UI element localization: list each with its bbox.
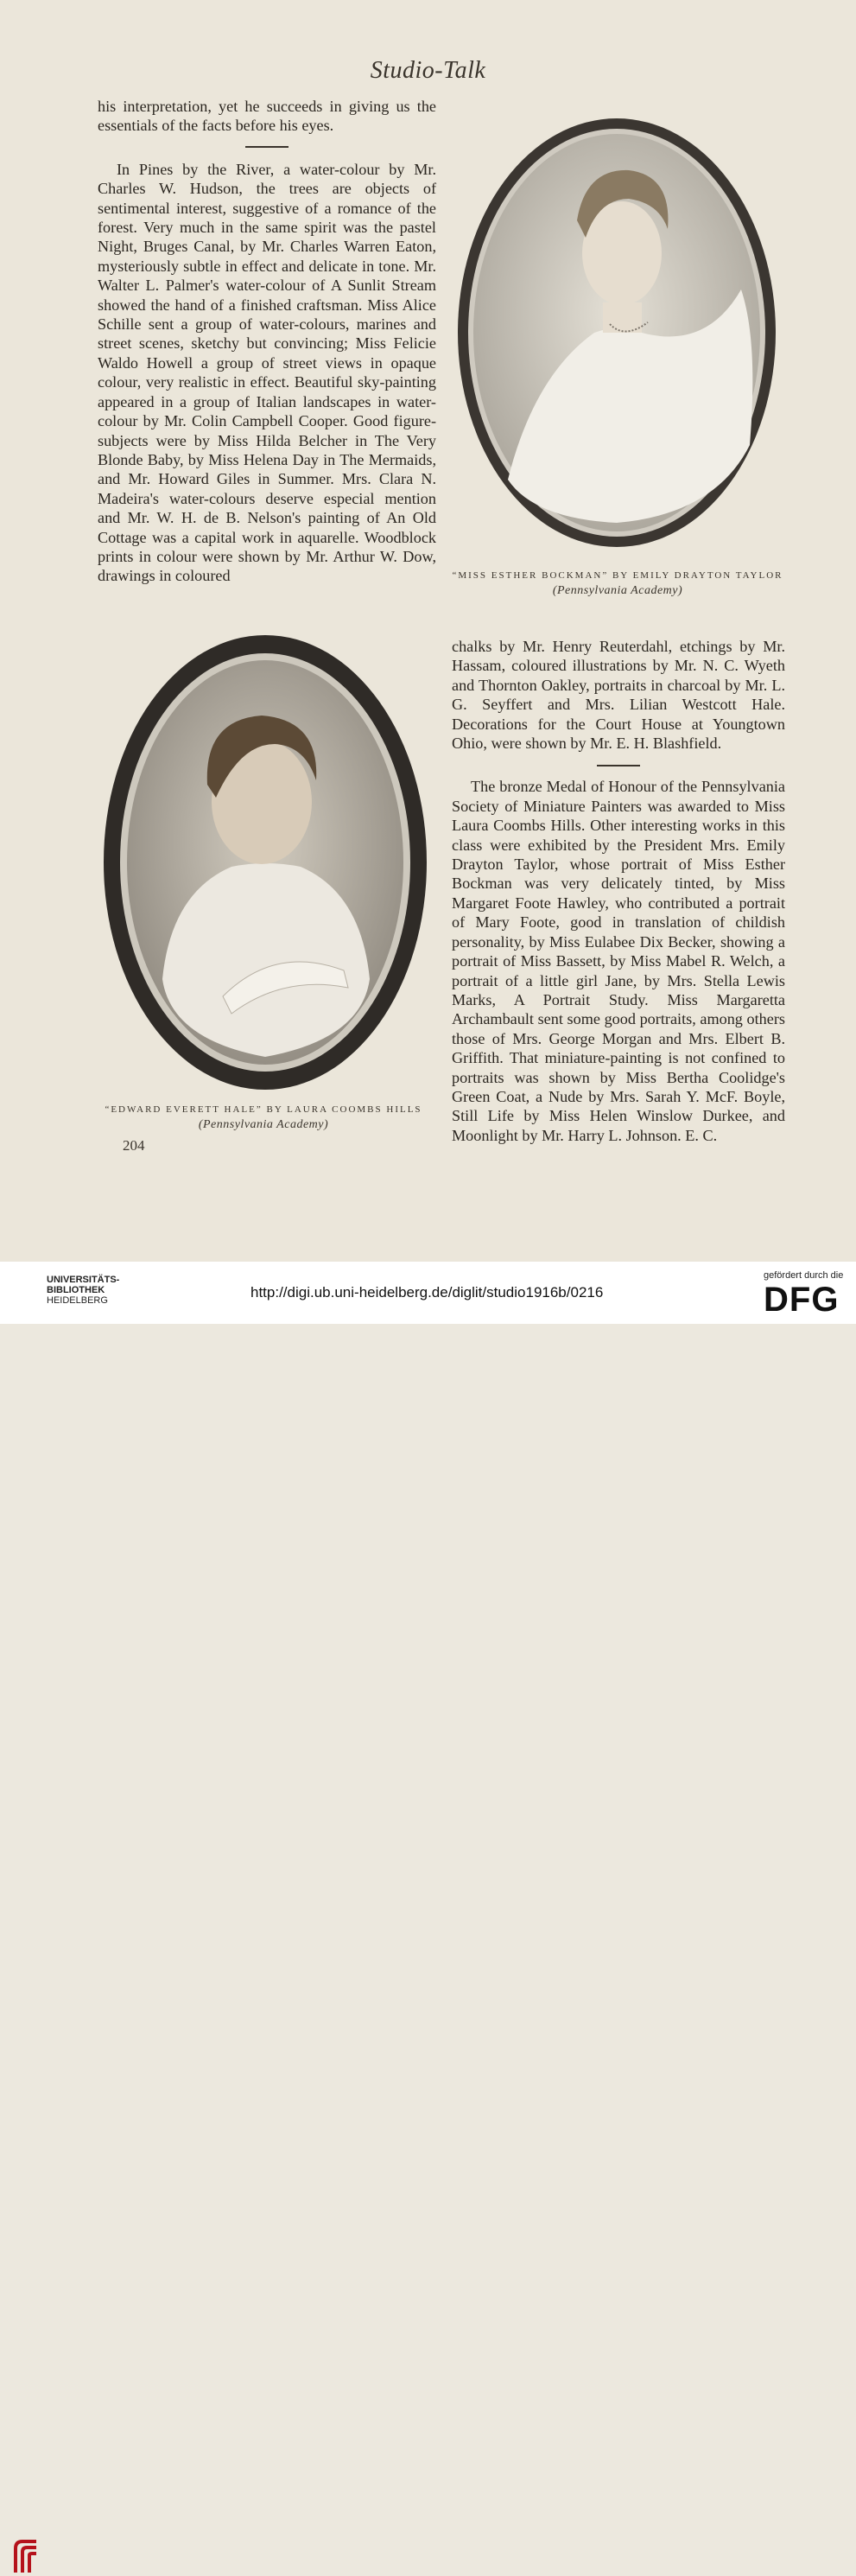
portrait-edward-everett-hale	[102, 633, 428, 1091]
figure-caption-bottom	[86, 1104, 441, 1132]
left-column	[98, 97, 436, 586]
figure-caption-top	[428, 570, 808, 598]
running-header: Studio-Talk	[370, 57, 486, 84]
caption-source: (Pennsylvania Academy)	[198, 1118, 329, 1131]
permalink[interactable]: http://digi.ub.uni-heidelberg.de/diglit/studio1916b/0216	[250, 1284, 604, 1301]
library-line: BIBLIOTHEK	[47, 1285, 105, 1295]
paragraph: The bronze Medal of Honour of the Pennsylvania Society of Miniature Painters was awarded to Miss Laura Coombs Hills. Other interesting works in this class were exhibited by the President Mrs. Emily Drayton Taylor, whose portrait of Miss Esther Bockman was very delicately tinted, by Miss Margaret Foote Hawley, who contributed a portrait of Mary Foote, good in translation of childish personality, by Miss Eulabee Dix Becker, showing a portrait of Miss Bassett, by Miss Mabel R. Welch, a portrait of a little girl Jane, by Mrs. Stella Lewis Marks, A Portrait Study. Miss Margaretta Archambault sent some good portraits, among others those of Mrs. George Morgan and Mrs. Elbert B. Griffith. That miniature-painting is not confined to portraits was shown by Miss Bertha Coolidge's Green Coat, a Nude by Mrs. Sarah Y. McF. Boyle, Still Life by Miss Helen Winslow Durkee, and Moonlight by Mr. Harry L. Johnson. E. C.	[452, 778, 785, 1144]
caption-source: (Pennsylvania Academy)	[552, 584, 683, 597]
page-number: 204	[123, 1137, 145, 1154]
dfg-logo: DFG	[764, 1281, 840, 1319]
paragraph: chalks by Mr. Henry Reuterdahl, etchings by Mr. Hassam, coloured illustrations by Mr. N. C. Wyeth and Thornton Oakley, portraits in charcoal by Mr. L. G. Seyffert and Mrs. Lilian Westcott Hale. Decorations for the Court House at Youngtown Ohio, were shown by Mr. E. H. Blashfield.	[452, 638, 785, 753]
funding-label: gefördert durch die	[764, 1270, 844, 1281]
library-name	[47, 1275, 119, 1306]
footer-bar	[0, 1262, 856, 1324]
caption-title: “EDWARD EVERETT HALE” BY LAURA COOMBS HILLS	[105, 1104, 422, 1115]
portrait-esther-bockman	[456, 117, 777, 549]
university-library-logo-icon	[10, 2538, 41, 2576]
library-line: HEIDELBERG	[47, 1295, 108, 1306]
caption-title: “MISS ESTHER BOCKMAN” BY EMILY DRAYTON TAYLOR	[452, 570, 783, 581]
library-line: UNIVERSITÄTS-	[47, 1275, 120, 1285]
paragraph: his interpretation, yet he succeeds in giving us the essentials of the facts before his eyes.	[98, 98, 436, 135]
right-column	[452, 637, 785, 1145]
paragraph: In Pines by the River, a water-colour by Mr. Charles W. Hudson, the trees are objects of sentimental interest, suggestive of a romance of the forest. Very much in the same spirit was the pastel Night, Bruges Canal, by Mr. Charles Warren Eaton, mysteriously subtle in effect and delicate in tone. Mr. Walter L. Palmer's water-colour of A Sunlit Stream showed the hand of a finished craftsman. Miss Alice Schille sent a group of water-colours, marines and street scenes, sketchy but convincing; Miss Felicie Waldo Howell a group of street views in opaque colour, very realistic in effect. Beautiful sky-painting appeared in a group of Italian landscapes in water-colour by Mr. Colin Campbell Cooper. Good figure-subjects were by Miss Hilda Belcher in The Very Blonde Baby, by Miss Helena Day in The Mermaids, and Mr. Howard Giles in Summer. Mrs. Clara N. Madeira's water-colours deserve especial mention and Mr. W. H. de B. Nelson's painting of An Old Cottage was a capital work in aquarelle. Woodblock prints in colour were shown by Mr. Arthur W. Dow, drawings in coloured	[98, 160, 436, 585]
scanned-page	[0, 0, 856, 1262]
